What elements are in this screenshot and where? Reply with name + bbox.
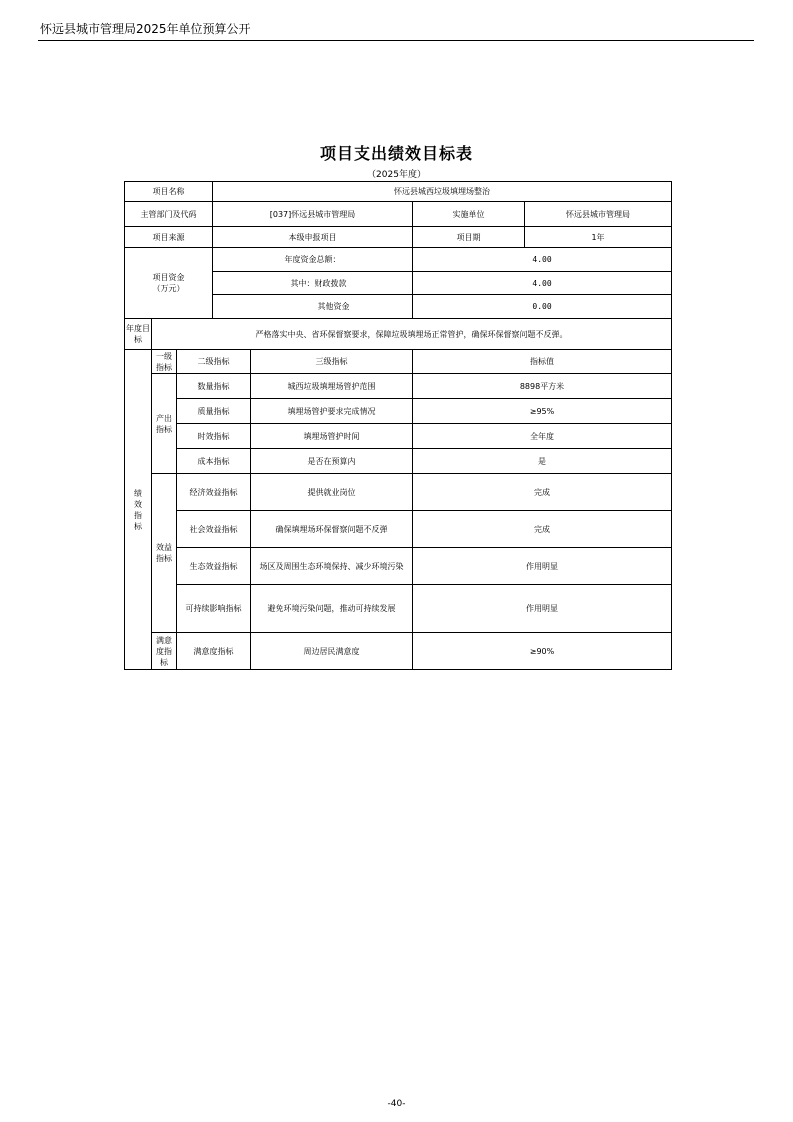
table-year: （2025年度） — [367, 170, 426, 180]
project-name-value: 怀远县城西垃圾填埋场整治 — [213, 182, 672, 202]
benefit-value: 完成 — [413, 474, 672, 511]
benefit-level2: 生态效益指标 — [177, 548, 251, 585]
benefit-level2: 经济效益指标 — [177, 474, 251, 511]
benefit-value: 完成 — [413, 511, 672, 548]
row-source — [125, 227, 672, 248]
perf-indicators-label: 绩效指标 — [125, 350, 152, 670]
table-row — [125, 399, 672, 424]
output-level3: 城西垃圾填埋场管护范围 — [251, 374, 413, 399]
row-annual-goal — [125, 319, 672, 350]
dept-value: [037]怀远县城市管理局 — [213, 202, 413, 227]
row-project-name — [125, 182, 672, 202]
annual-goal-text: 严格落实中央、省环保督察要求，保障垃圾填埋场正常管护，确保环保督察问题不反弹。 — [152, 319, 672, 350]
page-number: -40- — [387, 1099, 406, 1109]
row-department — [125, 202, 672, 227]
output-level2: 数量指标 — [177, 374, 251, 399]
benefit-value: 作用明显 — [413, 585, 672, 633]
table-row — [125, 374, 672, 399]
row-indicator-header — [125, 350, 672, 374]
table-row — [125, 548, 672, 585]
output-level3: 是否在预算内 — [251, 449, 413, 474]
satisfaction-value: ≥90% — [413, 633, 672, 670]
benefit-value: 作用明显 — [413, 548, 672, 585]
fund-fiscal-value: 4.00 — [413, 272, 672, 295]
funds-unit: （万元） — [152, 284, 185, 293]
table-row — [125, 585, 672, 633]
satisfaction-level2: 满意度指标 — [177, 633, 251, 670]
dept-label: 主管部门及代码 — [125, 202, 213, 227]
benefit-level2: 可持续影响指标 — [177, 585, 251, 633]
table-row — [125, 474, 672, 511]
header-divider — [38, 40, 754, 41]
table-row — [125, 449, 672, 474]
table-row — [125, 511, 672, 548]
benefit-level3: 避免环境污染问题，推动可持续发展 — [251, 585, 413, 633]
satisfaction-level3: 周边居民满意度 — [251, 633, 413, 670]
benefit-level2: 社会效益指标 — [177, 511, 251, 548]
source-value: 本级申报项目 — [213, 227, 413, 248]
benefit-level3: 确保填埋场环保督察问题不反弹 — [251, 511, 413, 548]
output-level2: 成本指标 — [177, 449, 251, 474]
fund-total-value: 4.00 — [413, 248, 672, 272]
benefit-indicators-label: 效益指标 — [152, 474, 177, 633]
impl-label: 实施单位 — [413, 202, 525, 227]
project-name-label: 项目名称 — [125, 182, 213, 202]
table-row — [125, 633, 672, 670]
table-title: 项目支出绩效目标表 — [319, 144, 473, 163]
fund-fiscal-label: 其中：财政拨款 — [213, 272, 413, 295]
output-level2: 质量指标 — [177, 399, 251, 424]
output-value: 全年度 — [413, 424, 672, 449]
benefit-level3: 提供就业岗位 — [251, 474, 413, 511]
row-funds-total — [125, 248, 672, 272]
fund-other-value: 0.00 — [413, 295, 672, 319]
source-label: 项目来源 — [125, 227, 213, 248]
output-level3: 填埋场管护要求完成情况 — [251, 399, 413, 424]
benefit-level3: 场区及周围生态环境保持、减少环境污染 — [251, 548, 413, 585]
document-header: 怀远县城市管理局2025年单位预算公开 — [40, 22, 251, 36]
header-level1: 一级指标 — [152, 350, 177, 374]
performance-target-table — [124, 181, 672, 670]
header-value: 指标值 — [413, 350, 672, 374]
period-label: 项目期 — [413, 227, 525, 248]
header-level3: 三级指标 — [251, 350, 413, 374]
output-value: ≥95% — [413, 399, 672, 424]
fund-total-label: 年度资金总额： — [213, 248, 413, 272]
output-value: 是 — [413, 449, 672, 474]
output-value: 8898平方米 — [413, 374, 672, 399]
table-row — [125, 424, 672, 449]
fund-other-label: 其他资金 — [213, 295, 413, 319]
output-level3: 填埋场管护时间 — [251, 424, 413, 449]
output-indicators-label: 产出指标 — [152, 374, 177, 474]
satisfaction-indicators-label: 满意度指标 — [152, 633, 177, 670]
annual-goal-label: 年度目标 — [125, 319, 152, 350]
output-level2: 时效指标 — [177, 424, 251, 449]
funds-label: 项目资金 — [152, 273, 185, 282]
header-level2: 二级指标 — [177, 350, 251, 374]
funds-label-cell — [125, 248, 213, 319]
impl-value: 怀远县城市管理局 — [525, 202, 672, 227]
period-value: 1年 — [525, 227, 672, 248]
